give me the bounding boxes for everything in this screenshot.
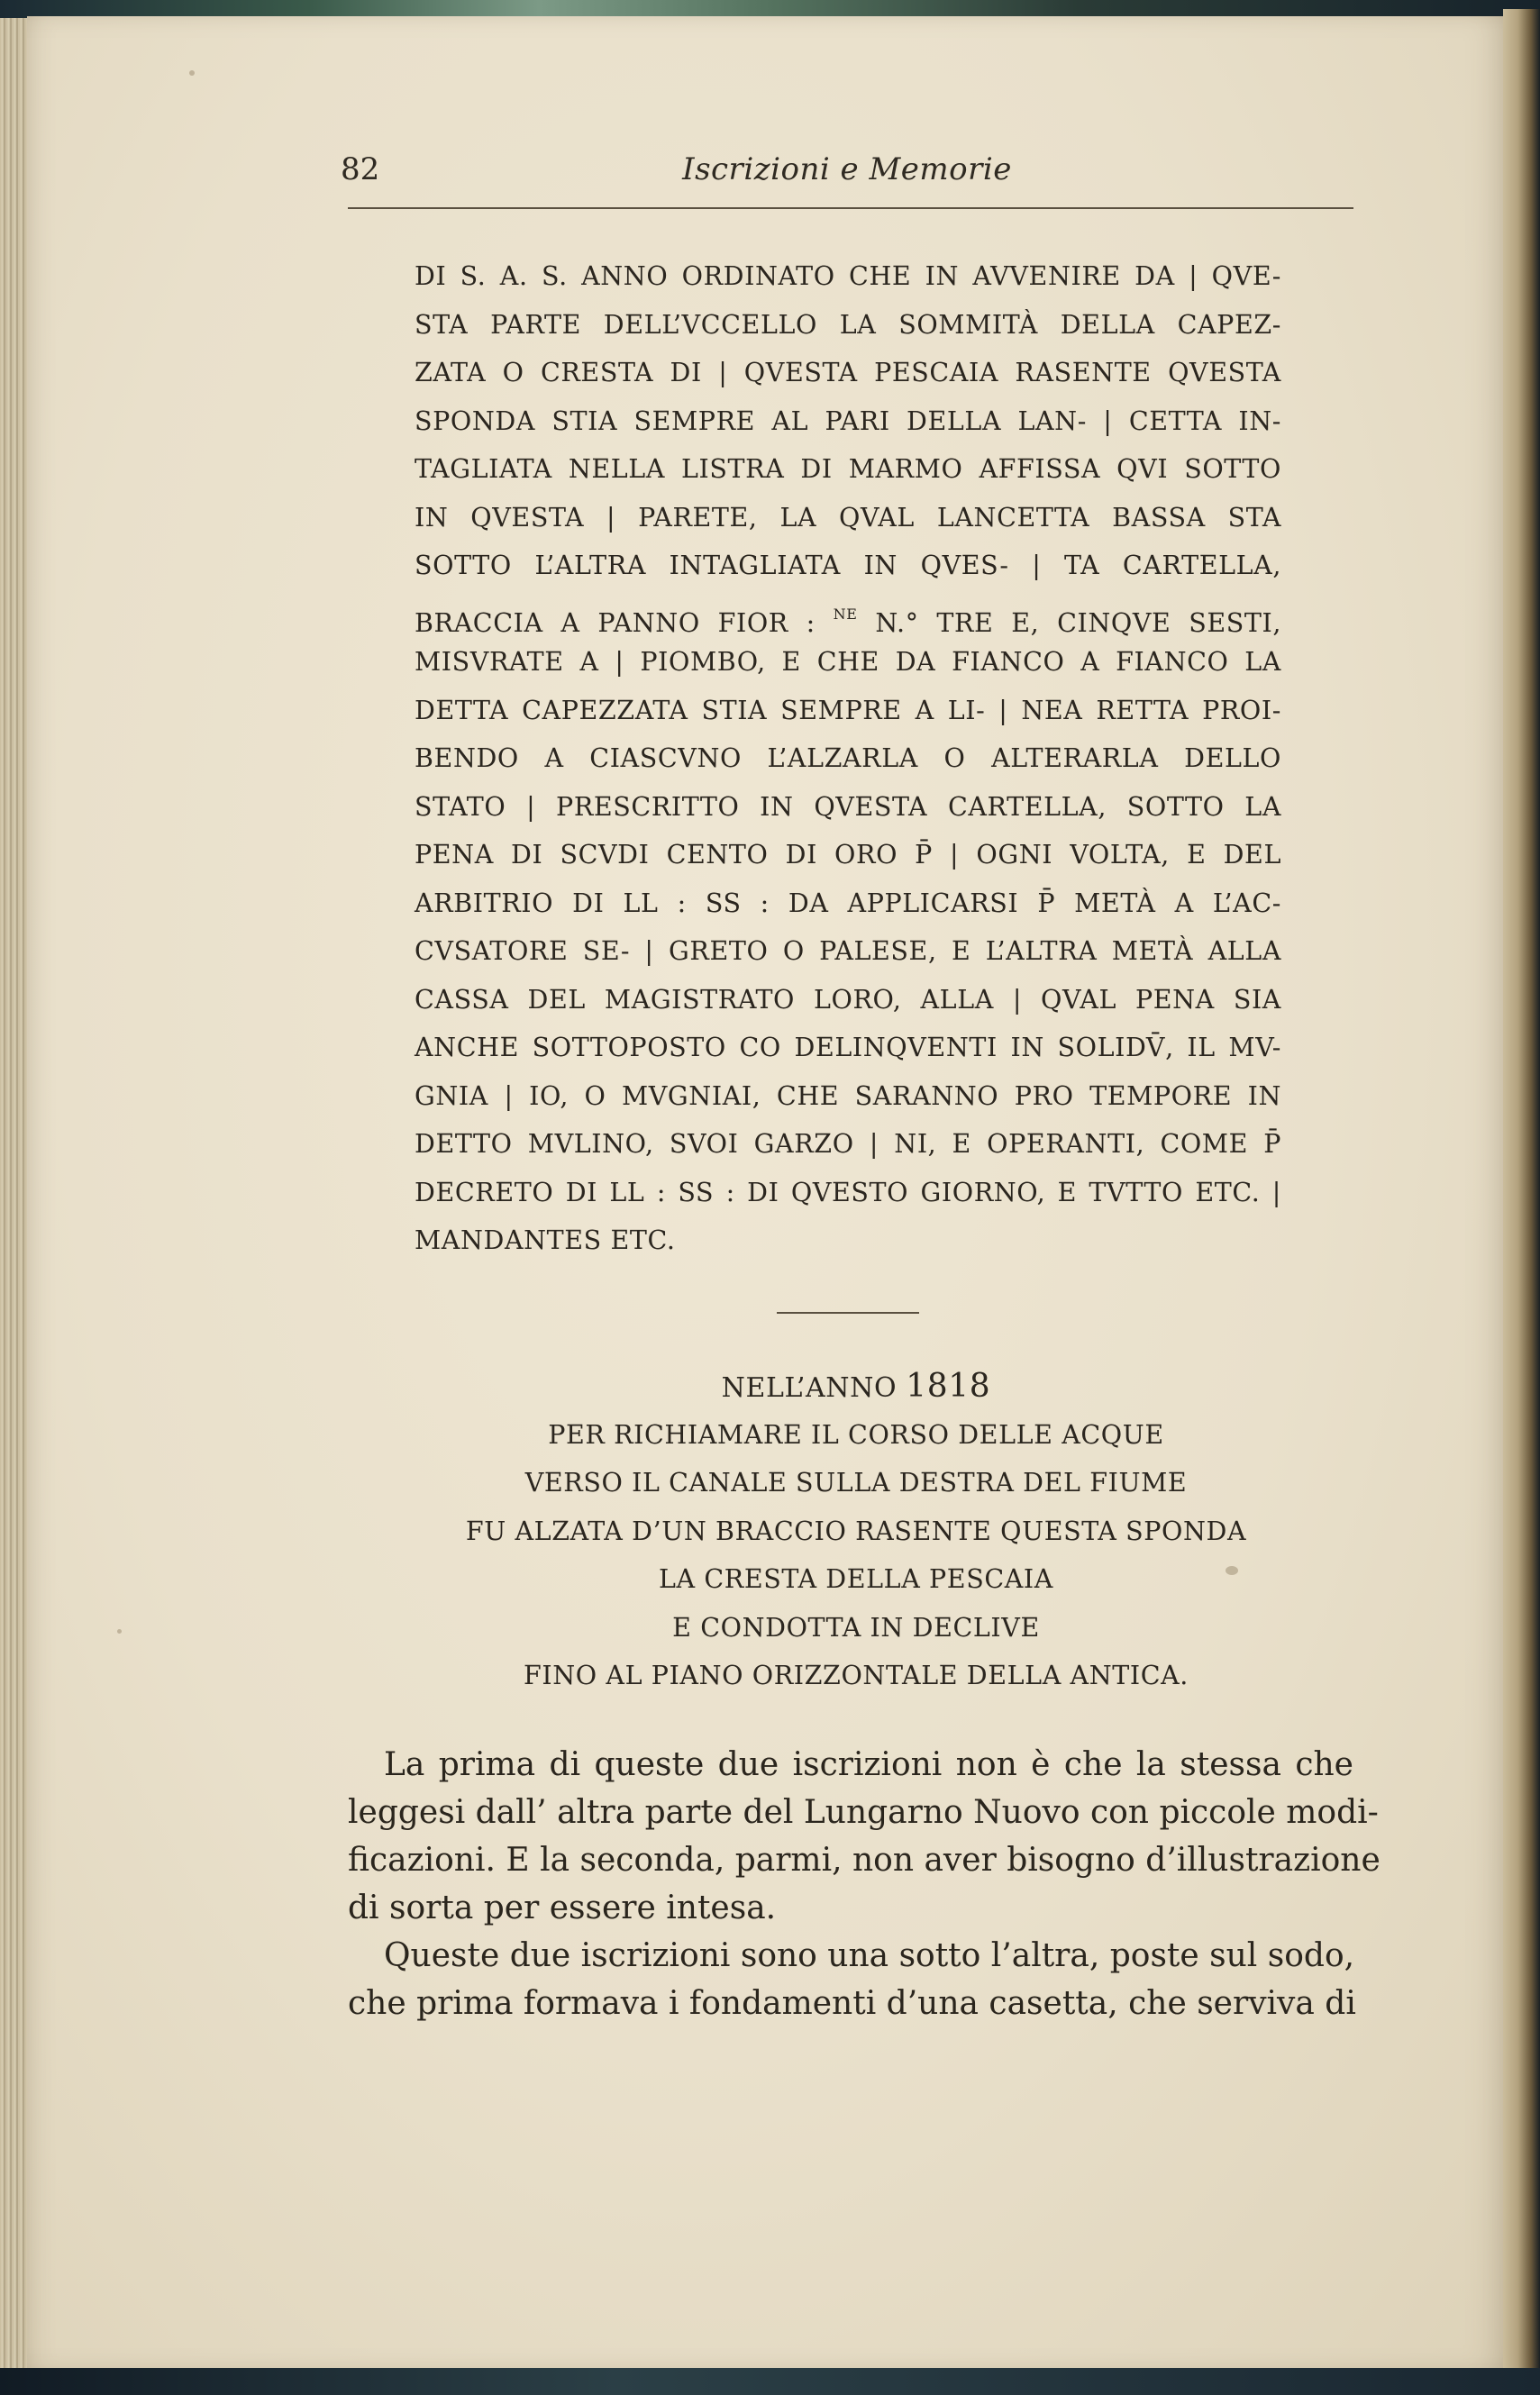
inscription-line: TAGLIATA NELLA LISTRA DI MARMO AFFISSA QVI SOTTO — [415, 454, 1281, 484]
second-inscription-line: E CONDOTTA IN DECLIVE — [672, 1612, 1040, 1643]
inscription-line: CASSA DEL MAGISTRATO LORO, ALLA | QVAL PENA SIA — [415, 984, 1281, 1015]
second-inscription-line: FU ALZATA D’UN BRACCIO RASENTE QUESTA SPONDA — [465, 1516, 1247, 1546]
inscription-line: ZATA O CRESTA DI | QVESTA PESCAIA RASENTE QVESTA — [415, 358, 1281, 387]
inscription-line: STATO | PRESCRITTO IN QVESTA CARTELLA, SOTTO LA — [415, 791, 1281, 822]
inscription-line: CVSATORE SE- | GRETO O PALESE, E L’ALTRA METÀ ALLA — [415, 936, 1281, 966]
inscription-line: GNIA | IO, O MVGNIAI, CHE SARANNO PRO TEMPORE IN — [415, 1080, 1281, 1111]
prose-line: leggesi dall’ altra parte del Lungarno Nuovo con piccole modi- — [348, 1794, 1379, 1831]
paper-speck — [117, 1629, 122, 1634]
inscription-line: ARBITRIO DI LL : SS : DA APPLICARSI P̄ METÀ A L’AC- — [415, 888, 1281, 918]
inscription-line: SOTTO L’ALTRA INTAGLIATA IN QVES- | TA CARTELLA, — [415, 551, 1281, 580]
inscription-block — [415, 252, 1281, 1265]
header-rule — [348, 207, 1353, 209]
second-inscription-block — [360, 1362, 1352, 1700]
inscription-line: DI S. A. S. ANNO ORDINATO CHE IN AVVENIRE DA | QVE- — [415, 261, 1281, 291]
inscription-line: MISVRATE A | PIOMBO, E CHE DA FIANCO A FIANCO LA — [415, 647, 1281, 677]
background-bottom-strip — [0, 2368, 1540, 2395]
second-inscription-line: PER RICHIAMARE IL CORSO DELLE ACQUE — [548, 1419, 1164, 1450]
fior-before: BRACCIA A PANNO FIOR : — [415, 607, 834, 638]
prose-block — [348, 1741, 1381, 2027]
inscription-line: IN QVESTA | PARETE, LA QVAL LANCETTA BASSA STA — [415, 502, 1281, 533]
inscription-line: SPONDA STIA SEMPRE AL PARI DELLA LAN- | CETTA IN- — [415, 405, 1281, 436]
inscription-line: BENDO A CIASCVNO L’ALZARLA O ALTERARLA DELLO — [415, 743, 1281, 773]
fior-superscript: NE — [833, 605, 858, 623]
second-inscription-line: VERSO IL CANALE SULLA DESTRA DEL FIUME — [524, 1468, 1188, 1498]
fior-after: N.° TRE E, CINQVE SESTI, — [857, 607, 1281, 638]
anno-year: 1818 — [906, 1368, 991, 1405]
page-number: 82 — [341, 151, 380, 187]
inscription-line: DECRETO DI LL : SS : DI QVESTO GIORNO, E TVTTO ETC. | — [415, 1177, 1281, 1207]
inscription-line: MANDANTES ETC. — [415, 1225, 676, 1255]
second-inscription-line: LA CRESTA DELLA PESCAIA — [659, 1564, 1053, 1594]
inscription-line: PENA DI SCVDI CENTO DI ORO P̄ | OGNI VOLTA, E DEL — [415, 840, 1281, 870]
second-inscription-title — [360, 1362, 1352, 1411]
prose-line: di sorta per essere intesa. — [348, 1890, 777, 1926]
prose-line: ficazioni. E la seconda, parmi, non aver bisogno d’illustrazione — [348, 1842, 1381, 1879]
inscription-line: DETTA CAPEZZATA STIA SEMPRE A LI- | NEA RETTA PROI- — [415, 695, 1281, 725]
second-inscription-line: FINO AL PIANO ORIZZONTALE DELLA ANTICA. — [524, 1661, 1189, 1690]
inscription-line: DETTO MVLINO, SVOI GARZO | NI, E OPERANTI, COME P̄ — [415, 1129, 1281, 1159]
inscription-line-fior — [415, 590, 1281, 639]
paper-speck — [189, 70, 195, 76]
page-right-edge — [1503, 9, 1540, 2379]
section-divider — [777, 1312, 919, 1314]
running-title: Iscrizioni e Memorie — [682, 151, 1012, 187]
inscription-line: STA PARTE DELL’VCCELLO LA SOMMITÀ DELLA CAPEZ- — [415, 309, 1281, 340]
anno-label: NELL’ANNO — [721, 1372, 907, 1404]
page-header — [341, 151, 1353, 196]
prose-line: che prima formava i fondamenti d’una casetta, che serviva di — [348, 1985, 1356, 2022]
prose-line: Queste due iscrizioni sono una sotto l’altra, poste sul sodo, — [384, 1937, 1355, 1974]
inscription-line: ANCHE SOTTOPOSTO CO DELINQVENTI IN SOLIDV̄, IL MV- — [415, 1033, 1281, 1062]
prose-line: La prima di queste due iscrizioni non è che la stessa che — [384, 1746, 1353, 1783]
